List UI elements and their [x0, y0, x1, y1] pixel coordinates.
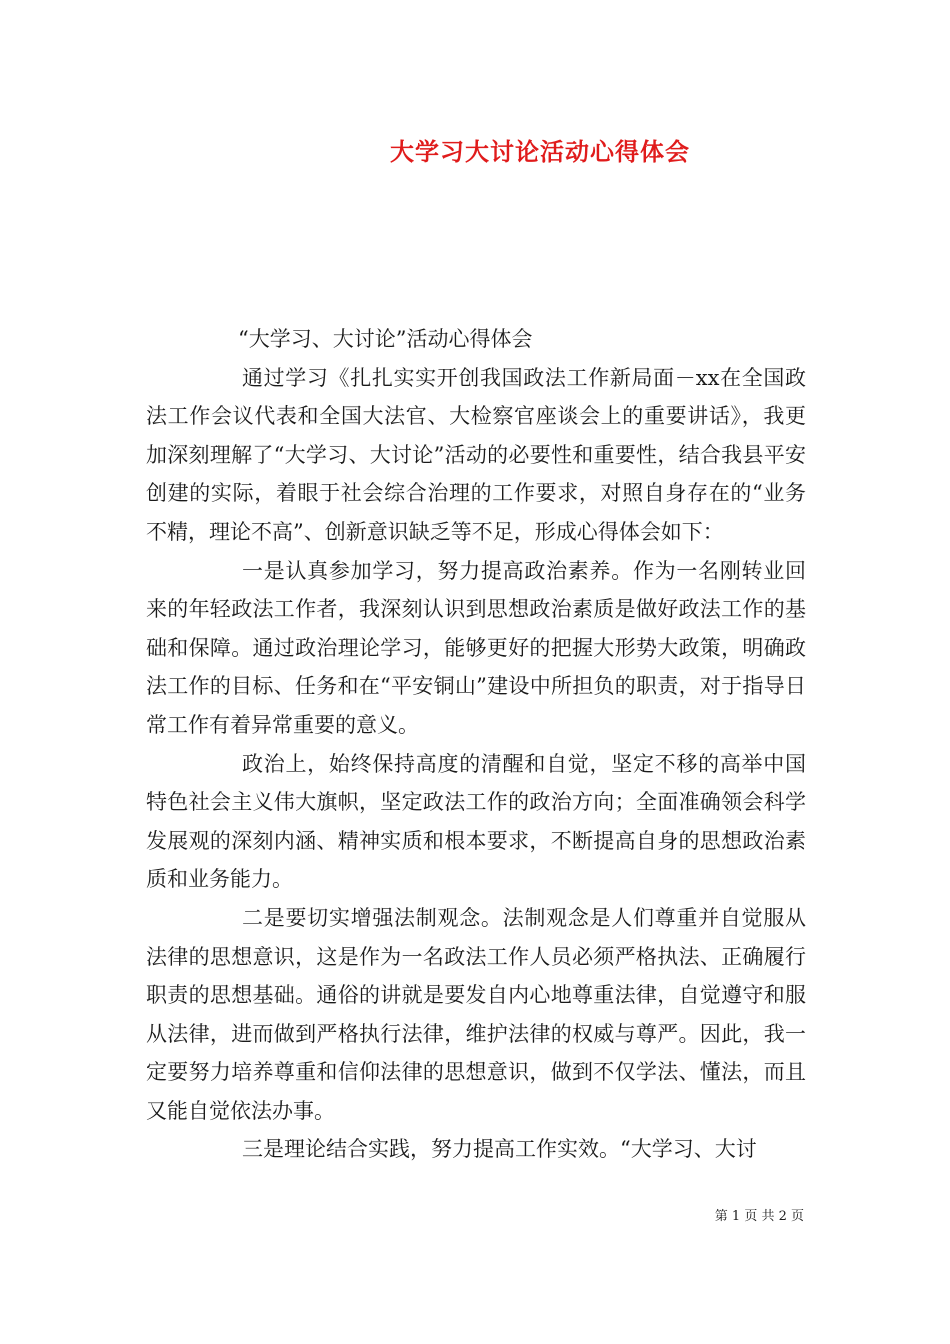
document-body [146, 320, 806, 1169]
document-title: 大学习大讨论活动心得体会 [390, 138, 690, 166]
paragraph-political: 政治上，始终保持高度的清醒和自觉，坚定不移的高举中国特色社会主义伟大旗帜，坚定政法工作的政治方向；全面准确领会科学发展观的深刻内涵、精神实质和根本要求，不断提高自身的思想政治素质和业务能力。 [146, 751, 806, 892]
document-subtitle: “大学习、大讨论”活动心得体会 [238, 327, 533, 351]
paragraph-point-three: 三是理论结合实践，努力提高工作实效。“大学习、大讨 [242, 1137, 757, 1162]
paragraph-point-two: 二是要切实增强法制观念。法制观念是人们尊重并自觉服从法律的思想意识，这是作为一名政法工作人员必须严格执法、正确履行职责的思想基础。通俗的讲就是要发自内心地尊重法律，自觉遵守和服从法律，进而做到严格执行法律，维护法律的权威与尊严。因此，我一定要努力培养尊重和信仰法律的思想意识，做到不仅学法、懂法，而且又能自觉依法办事。 [146, 905, 806, 1123]
page-number-footer: 第 1 页 共 2 页 [714, 1209, 804, 1224]
paragraph-intro: 通过学习《扎扎实实开创我国政法工作新局面－xx在全国政法工作会议代表和全国大法官、大检察官座谈会上的重要讲话》，我更加深刻理解了“大学习、大讨论”活动的必要性和重要性，结合我县平安创建的实际，着眼于社会综合治理的工作要求，对照自身存在的“业务不精，理论不高”、创新意识缺乏等不足，形成心得体会如下： [146, 365, 806, 544]
paragraph-point-one: 一是认真参加学习，努力提高政治素养。作为一名刚转业回来的年轻政法工作者，我深刻认识到思想政治素质是做好政法工作的基础和保障。通过政治理论学习，能够更好的把握大形势大政策，明确政法工作的目标、任务和在“平安铜山”建设中所担负的职责，对于指导日常工作有着异常重要的意义。 [146, 558, 806, 737]
